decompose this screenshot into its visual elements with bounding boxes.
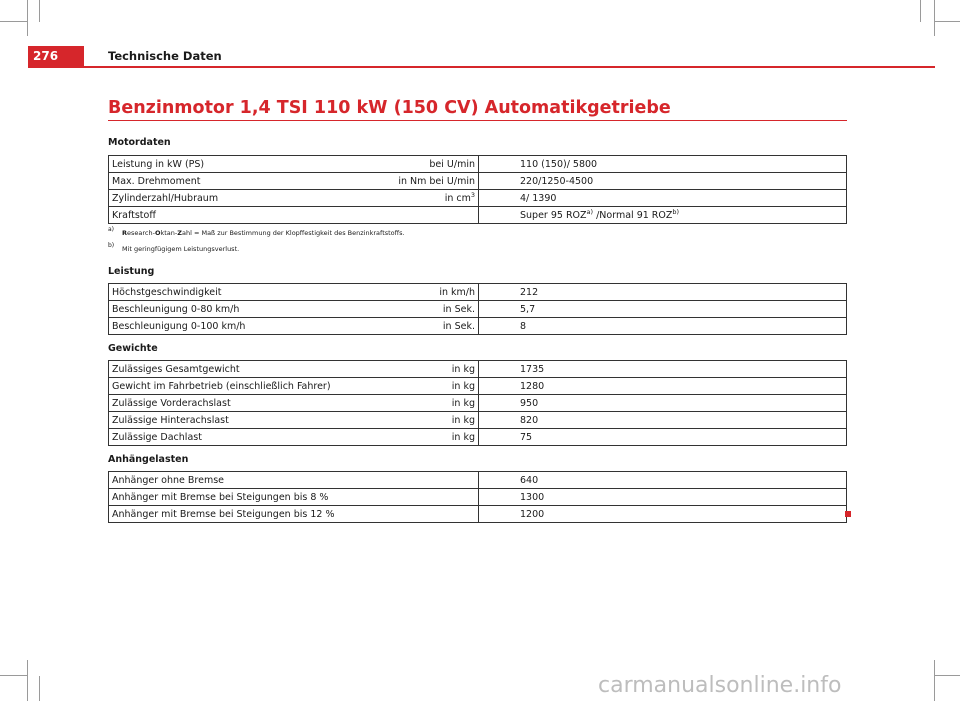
- footnote-part: esearch-: [127, 229, 155, 237]
- row-unit: in kg: [451, 414, 475, 426]
- row-name: Anhänger mit Bremse bei Steigungen bis 12 %: [112, 508, 335, 520]
- motordaten-table: [108, 155, 847, 224]
- footnote-ref-a[interactable]: a): [586, 207, 594, 216]
- row-unit: in kg: [451, 380, 475, 392]
- row-value: 1735: [479, 361, 847, 378]
- footnote-mark: b): [108, 242, 115, 249]
- section-end-square-icon: [845, 511, 851, 517]
- table-row: [109, 378, 847, 395]
- header-title: Technische Daten: [108, 49, 222, 63]
- crop-mark: [934, 0, 935, 36]
- crop-mark: [0, 21, 28, 22]
- row-unit: in kg: [451, 363, 475, 375]
- table-row: [109, 395, 847, 412]
- crop-mark: [920, 0, 921, 22]
- footnote-mark: a): [108, 226, 115, 233]
- crop-mark: [39, 0, 40, 22]
- row-name: Zulässige Vorderachslast: [112, 397, 231, 409]
- crop-mark: [934, 21, 960, 22]
- unit-superscript: 3: [470, 190, 475, 199]
- row-value: 212: [479, 284, 847, 301]
- table-row: [109, 472, 847, 489]
- row-unit: in Sek.: [442, 320, 475, 332]
- anhaengelasten-table: [108, 471, 847, 523]
- section-label-motordaten: Motordaten: [108, 137, 171, 148]
- row-name: Beschleunigung 0-100 km/h: [112, 320, 246, 332]
- row-value: 820: [479, 412, 847, 429]
- row-value: 1280: [479, 378, 847, 395]
- row-unit: in Sek.: [442, 303, 475, 315]
- row-unit: bei U/min: [429, 158, 475, 170]
- crop-mark: [39, 676, 40, 701]
- table-row: [109, 429, 847, 446]
- row-name: Leistung in kW (PS): [112, 158, 205, 170]
- row-value: 640: [479, 472, 847, 489]
- leistung-table: [108, 283, 847, 335]
- row-unit: in kg: [451, 431, 475, 443]
- table-row: [109, 412, 847, 429]
- row-unit: in km/h: [439, 286, 475, 298]
- row-name: Kraftstoff: [112, 209, 156, 221]
- table-row: [109, 156, 847, 173]
- row-value: 75: [479, 429, 847, 446]
- row-name: Zulässiges Gesamtgewicht: [112, 363, 240, 375]
- table-row: [109, 489, 847, 506]
- row-name: Zulässige Hinterachslast: [112, 414, 229, 426]
- footnote-part: ktan-: [160, 229, 178, 237]
- table-row: [109, 301, 847, 318]
- table-row: [109, 318, 847, 335]
- table-row: [109, 207, 847, 224]
- footnote-text: Mit geringfügigem Leistungsverlust.: [122, 245, 240, 253]
- row-name: Beschleunigung 0-80 km/h: [112, 303, 240, 315]
- section-label-gewichte: Gewichte: [108, 343, 158, 354]
- row-name: Zulässige Dachlast: [112, 431, 202, 443]
- gewichte-table: [108, 360, 847, 446]
- row-name: Anhänger ohne Bremse: [112, 474, 225, 486]
- crop-mark: [934, 675, 960, 676]
- crop-mark: [934, 660, 935, 701]
- section-label-anhaengelasten: Anhängelasten: [108, 454, 189, 465]
- table-row: [109, 173, 847, 190]
- row-value: 5,7: [479, 301, 847, 318]
- row-name: Max. Drehmoment: [112, 175, 201, 187]
- footnote-text: [108, 229, 405, 237]
- page-number: 276: [28, 46, 84, 66]
- row-value: [479, 207, 847, 224]
- header-rule: [28, 66, 935, 68]
- row-value: 950: [479, 395, 847, 412]
- footnote-b: [108, 242, 240, 253]
- footnote-bold-letter: O: [154, 229, 161, 237]
- row-value: 1200: [479, 506, 847, 523]
- row-value: 1300: [479, 489, 847, 506]
- crop-mark: [27, 0, 28, 36]
- footnote-ref-b[interactable]: b): [672, 207, 680, 216]
- crop-mark: [27, 660, 28, 701]
- table-row: [109, 284, 847, 301]
- row-name: Höchstgeschwindigkeit: [112, 286, 222, 298]
- row-unit: in Nm bei U/min: [398, 175, 475, 187]
- footnote-part: ahl = Maß zur Bestimmung der Klopffestigkeit des Benzinkraftstoffs.: [181, 229, 405, 237]
- row-unit: in kg: [451, 397, 475, 409]
- row-unit-wrap: [444, 190, 475, 204]
- footnote-bold-letter: Z: [177, 229, 182, 237]
- table-row: [109, 190, 847, 207]
- footnote-a: [108, 226, 405, 237]
- row-value: 220/1250-4500: [479, 173, 847, 190]
- crop-mark: [0, 675, 28, 676]
- row-unit: in cm: [444, 192, 471, 204]
- row-name: Anhänger mit Bremse bei Steigungen bis 8 %: [112, 491, 329, 503]
- footnote-bold-letter: R: [122, 229, 128, 237]
- row-name: Gewicht im Fahrbetrieb (einschließlich Fahrer): [112, 380, 331, 392]
- page-title: Benzinmotor 1,4 TSI 110 kW (150 CV) Automatikgetriebe: [108, 98, 671, 118]
- row-value: 4/ 1390: [479, 190, 847, 207]
- watermark: carmanualsonline.info: [598, 673, 842, 698]
- row-value: 110 (150)/ 5800: [479, 156, 847, 173]
- title-rule: [108, 120, 847, 121]
- table-row: [109, 361, 847, 378]
- fuel-super: Super 95 ROZ: [520, 209, 587, 221]
- section-label-leistung: Leistung: [108, 266, 155, 277]
- fuel-normal: /Normal 91 ROZ: [593, 209, 673, 221]
- table-row: [109, 506, 847, 523]
- row-value: 8: [479, 318, 847, 335]
- row-name: Zylinderzahl/Hubraum: [112, 192, 219, 204]
